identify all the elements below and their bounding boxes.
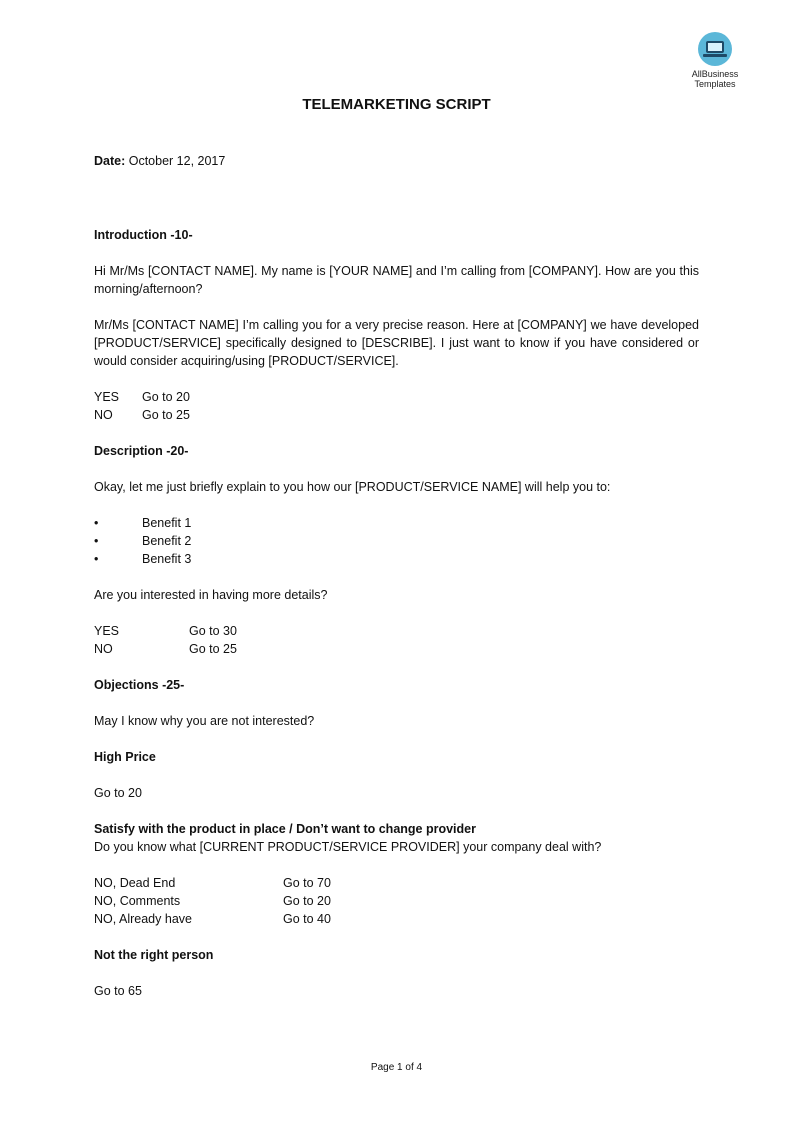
satisfied-option bbox=[94, 874, 699, 892]
date-line bbox=[94, 152, 699, 170]
description-option-yes bbox=[94, 622, 699, 640]
logo-line-2: Templates bbox=[694, 79, 736, 89]
option-key: NO, Already have bbox=[94, 912, 192, 926]
high-price-heading: High Price bbox=[94, 750, 156, 764]
option-value: Go to 20 bbox=[142, 390, 190, 404]
satisfied-option bbox=[94, 892, 699, 910]
bullet-icon: • bbox=[94, 552, 99, 566]
date-label: Date: bbox=[94, 154, 126, 168]
date-value: October 12, 2017 bbox=[125, 154, 226, 168]
option-key: YES bbox=[94, 390, 120, 404]
option-key: NO bbox=[94, 408, 113, 422]
option-key: YES bbox=[94, 624, 120, 638]
description-question: Are you interested in having more details? bbox=[94, 588, 328, 602]
intro-option-no bbox=[94, 406, 699, 424]
page-footer: Page 1 of 4 bbox=[370, 1062, 423, 1073]
satisfied-heading: Satisfy with the product in place / Don’t want to change provider bbox=[94, 822, 476, 836]
objections-heading: Objections -25- bbox=[94, 678, 185, 692]
bullet-text: Benefit 3 bbox=[142, 552, 192, 566]
logo-text bbox=[686, 69, 744, 89]
intro-paragraph-1: Hi Mr/Ms [CONTACT NAME]. My name is [YOUR NAME] and I’m calling from [COMPANY]. How are you this morning/afternoon? bbox=[94, 264, 699, 296]
satisfied-question: Do you know what [CURRENT PRODUCT/SERVICE PROVIDER] your company deal with? bbox=[94, 840, 602, 854]
option-value: Go to 40 bbox=[283, 912, 331, 926]
description-paragraph: Okay, let me just briefly explain to you how our [PRODUCT/SERVICE NAME] will help you to: bbox=[94, 480, 611, 494]
intro-heading: Introduction -10- bbox=[94, 228, 193, 242]
bullet-text: Benefit 1 bbox=[142, 516, 192, 530]
option-key: NO, Comments bbox=[94, 894, 181, 908]
description-heading: Description -20- bbox=[94, 444, 189, 458]
logo-line-1: AllBusiness bbox=[691, 69, 739, 79]
high-price-text: Go to 20 bbox=[94, 786, 142, 800]
bullet-item bbox=[94, 514, 699, 532]
document-body bbox=[94, 152, 699, 1000]
option-key: NO, Dead End bbox=[94, 876, 176, 890]
option-value: Go to 25 bbox=[189, 642, 237, 656]
bullet-item bbox=[94, 532, 699, 550]
company-logo bbox=[686, 32, 744, 89]
description-option-no bbox=[94, 640, 699, 658]
bullet-text: Benefit 2 bbox=[142, 534, 192, 548]
not-right-person-heading: Not the right person bbox=[94, 948, 214, 962]
option-value: Go to 25 bbox=[142, 408, 190, 422]
bullet-icon: • bbox=[94, 534, 99, 548]
intro-option-yes bbox=[94, 388, 699, 406]
bullet-icon: • bbox=[94, 516, 99, 530]
laptop-icon bbox=[698, 32, 732, 66]
option-key: NO bbox=[94, 642, 113, 656]
not-right-person-text: Go to 65 bbox=[94, 984, 142, 998]
bullet-item bbox=[94, 550, 699, 568]
option-value: Go to 70 bbox=[283, 876, 331, 890]
intro-paragraph-2: Mr/Ms [CONTACT NAME] I’m calling you for a very precise reason. Here at [COMPANY] we have developed [PRODUCT/SERVICE] specifically designed to [DESCRIBE]. I just want to know if you have considered or would consider acquiring/using [PRODUCT/SERVICE]. bbox=[94, 318, 699, 368]
option-value: Go to 30 bbox=[189, 624, 237, 638]
option-value: Go to 20 bbox=[283, 894, 331, 908]
document-title: TELEMARKETING SCRIPT bbox=[302, 96, 491, 113]
satisfied-option bbox=[94, 910, 699, 928]
objections-question: May I know why you are not interested? bbox=[94, 714, 315, 728]
